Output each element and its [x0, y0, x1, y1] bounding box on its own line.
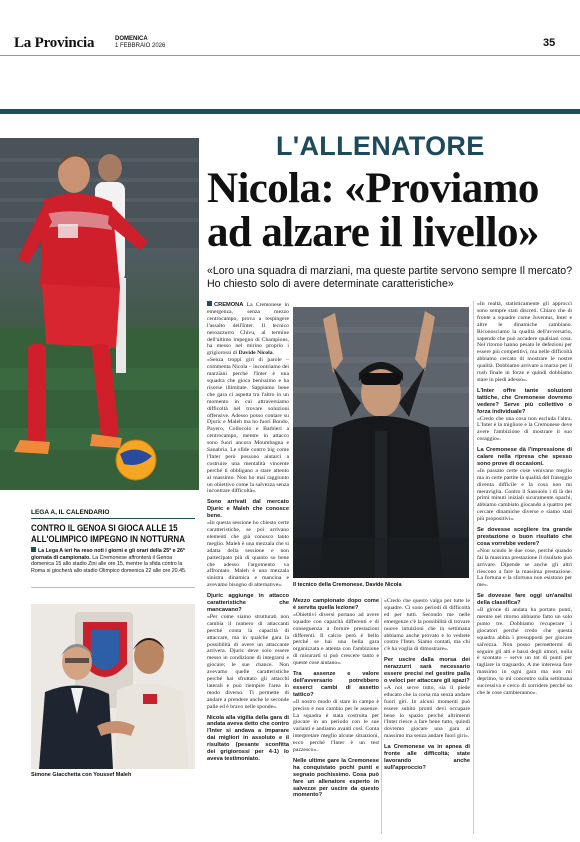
answer: «Credo che questo valga per tutte le squadre. Ci sono periodi di difficoltà ed per tutti. Secondo me nelle emergenze c'è la possibilità di trovare nuove intuizioni che in settimana abbiamo anche provato e lo vedrete contro l'Inter. Siamo contati, ma chi c'è ha voglia di dimostrare». — [384, 598, 470, 653]
question: Tra assenze e valore dell'avversario potrebbero esserci cambi di assetto tattico? — [293, 671, 379, 698]
question: Djuric aggiunge in attacco caratteristiche che mancavano? — [207, 593, 289, 613]
answer: «Non scindo le due cose, perché quando fai la massima prestazione il risultato può arrivare. Dipende se anche gli altri riescono a fare la massima prestazione. La fortuna e la sfortuna non esistono per me». — [477, 547, 572, 589]
answer: «Credo che una cosa non escluda l'altra. L'Inter è la migliore e la Cremonese deve avere l'ambizione di mostrare il suo coraggio». — [477, 415, 572, 443]
question: L'Inter offre tante soluzioni tattiche, che Cremonese dovremo vedere? Serve più collettivo o forza individuale? — [477, 387, 572, 415]
question: Nicola alla vigilia della gara di andata aveva detto che contro l'Inter si andava a imparare dai migliori in assoluto e il risultato (pesante sconfitta dei grigiorossi per 4-1) lo aveva testimoniato. — [207, 714, 289, 762]
sidebar-title: CONTRO IL GENOA SI GIOCA ALLE 15 ALL'OLIMPICO IMPEGNO IN NOTTURNA — [31, 523, 185, 545]
sidebar-bottom-rule — [31, 587, 195, 588]
handshake-photo — [31, 604, 195, 769]
coach-photo-art — [293, 307, 469, 578]
sidebar-rule — [31, 518, 195, 519]
coach-photo — [293, 307, 469, 578]
handshake-photo-caption: Simone Giacchetta con Youssef Maleh — [31, 772, 132, 778]
issue-date — [115, 36, 165, 50]
article-column-2b — [384, 598, 470, 772]
answer: «In passato certe cose venivano meglio ma in certe partite la qualità del fraseggio diventa difficile e la cosa non mi meraviglia. Contro il Sassuolo i dì là dei primi minuti iniziali sicuramente opachi, abbiamo cambiato giocando a quattro per cercare dinamiche diverse e siamo stati più propositivi». — [477, 467, 572, 523]
question: Se dovesse fare oggi un'analisi della classifica? — [477, 593, 572, 607]
column-divider — [473, 301, 474, 834]
article-column-1 — [207, 301, 289, 763]
answer: «In questa sessione ho chiesto certe caratteristiche, se poi arrivano elementi che già conosco tanto meglio. Maleh è una mezzala che si adatta della sessione e non partecipato più di quanto so bene che adesso l'argomento va affrontato. Maleh è una mezzala sinistra dinamica e mancina e avevamo bisogno di alternative». — [207, 520, 289, 589]
column-divider — [381, 598, 382, 834]
header-rule — [0, 55, 580, 56]
sidebar-square-icon — [31, 547, 36, 552]
article-column-3 — [477, 301, 572, 697]
answer: «Per come siamo strutturati non cambia il numero di attaccanti perché conta la capacità di attaccare, ma in qualche gara la possibilità di avere un attaccante arrivera. Djuric deve solo essere messo in condizione di integrarsi e giocare; le sue chance. Non avevamo quelle caratteristiche perché hai sfruttato gli attacchi laterali e può riempire l'area in modo diverso. Ti permette di andare a prendere anche le seconde palle ed è bravo nelle sponde». — [207, 613, 289, 710]
answer: «A noi serve tutto, sia il piede educato che la corsa ma senza andare fuori giri. In alcuni momenti può essere subito pronti devi occupare bene lo spazio perché altrimenti l'Inter riesce a fare bene tutto, quindi dovremo giocare una gara al massimo ma senza andare fuori giri». — [384, 684, 470, 740]
answer: «In realtà, statisticamente gli approcci sono sempre stati discreti. Chiaro che di fronte a squadre come Juventus, Inter e altre le dinamiche cambiano. Riconosciamo la qualità dell'avversario, sapendo che può accadere qualsiasi cosa. Nel ritorno hanno pesato le defezioni per essere più competitivi, ma nelle difficoltà abbiamo cercato di mostrare le nostre qualità. Dobbiamo arrivare a marzo per il rush finale in forze e quindi dobbiamo stare in piedi adesso». — [477, 301, 572, 383]
player-photo-art — [0, 138, 199, 490]
answer: «Il nostro modo di stare in campo è preciso e non cambio per le assenze. La squadra è stata costruita per giocare in un periodo con le sue varianti e andiamo avanti così. Conta interpretare meglio alcune situazioni, ecco perché l'Inter è un test pazzesco». — [293, 698, 379, 754]
question: La Cremonese va in apnea di fronte alle difficoltà; state lavorando anche sull'approccio? — [384, 744, 470, 771]
question: Sono arrivati dal mercato Djuric e Maleh che conosce bene. — [207, 499, 289, 520]
article-column-2a — [293, 598, 379, 799]
sidebar-label: LEGA A, IL CALENDARIO — [31, 509, 110, 516]
question: Se dovesse scegliere tra grande prestazione o buon risultato che cosa vorrebbe vedere? — [477, 527, 572, 547]
answer: «Il girone di andata ha portato punti, mentre nel ritorno abbiamo fatto un solo punto tre. Dobbiamo recuperare i giocatori perché credo che questa squadra abbia i presupposti per giocare salvezza. Non posso permettermi di seguire gli alti e bassi degli umori, nulla è scontato – serve un tot di punti per tagliare in traguardo. A me interessa fare massimo in ogni gara ma non mi deprimo, io mi concentro sulla settimana successiva e cerco di sorridere perché so che le cose cambieranno». — [477, 607, 572, 696]
dateline: CREMONA — [214, 302, 244, 308]
question: Per uscire dalla morsa dei nerazzurri sarà necessario essere precisi nel gestire palla o veloci per attaccare gli spazi? — [384, 657, 470, 684]
question: Mezzo campionato dopo come è servita quella lezione? — [293, 598, 379, 611]
section-bar — [0, 109, 580, 114]
handshake-photo-art — [31, 604, 195, 769]
issue-date-text: 1 FEBBRAIO 2026 — [115, 43, 166, 49]
answer: «Obiettivi diversi portano ad avere squadre con capacità differenti e di conseguenza a fornire prestazioni differenti. Il calcio però è bello perché se hai una bella gara organizzata e attenta con l'ambizione di misurarti si può crescere tanto e queste cose aiutano». — [293, 611, 379, 667]
page-number: 35 — [543, 37, 556, 49]
player-action-photo — [0, 138, 199, 490]
coach-photo-caption: Il tecnico della Cremonese, Davide Nicola — [293, 582, 402, 588]
article-title: Nicola: «Proviamo ad alzare il livello» — [207, 165, 539, 256]
dateline-square-icon — [207, 301, 212, 306]
section-kicker: L'ALLENATORE — [276, 131, 485, 161]
question: La Cremonese dà l'impressione di calare nella ripresa che spesso sono prove di occasioni. — [477, 447, 572, 467]
question: Nelle ultime gare la Cremonese ha conquistato pochi punti e segnato pochissimo. Cosa può fare un allenatore esperto in salvezze per uscire da questo momento? — [293, 757, 379, 799]
lead-paragraph: CREMONA La Cremonese in emergenza, senza mezzo centrocampo, prova a respingere l'assalto dell'Inter. Il tecnico neroazzurro Chivu, al termine dell'ultimo impegno di Champions, ha messo nel mirino proprio i grigiorossi di Davide Nicola. — [207, 302, 289, 357]
sidebar-body: La Lega A ieri ha reso noti i giorni e gli orari della 25ª e 26ª giornata di campionato. La Cremonese affronterà il Genoa domenica 15 allo stadio Zini alle ore 15, mentre la sfida contro la Roma si giocherà allo stadio Olimpico domenica 22 alle ore 20.45. — [31, 548, 187, 574]
article-subtitle: «Loro una squadra di marziani, ma queste partite servono sempre Il mercato? Ho chiesto solo di avere determinate caratteristiche» — [207, 265, 573, 290]
issue-day: DOMENICA — [115, 36, 148, 42]
paragraph: «Senza troppi giri di parole – commenta Nicola – incontriamo dei marziani perché l'Inter è una squadra che gioca benissimo e ha risorse illimitate. Sappiamo bene che gara ci aspetta tra l'altro in un momento in cui attraversiamo difficoltà nel trovare soluzioni offensive. Adesso posso contare su Djuric e Maleh ma ho fuori Bondo, Payero, Collocolo e Barbieri a centrocampo, mentre in attacco sono fuori ancora Moumbagna e Sanabria. Le sfide contro big come l'Inter però possono aiutarci a costruire una mentalità vincente perché ti obbligano a stare attento al massimo. Non ho mai raggiunto un obiettivo come la salvezza senza incontrare difficoltà». — [207, 357, 289, 495]
newspaper-logo: La Provincia — [14, 35, 95, 51]
